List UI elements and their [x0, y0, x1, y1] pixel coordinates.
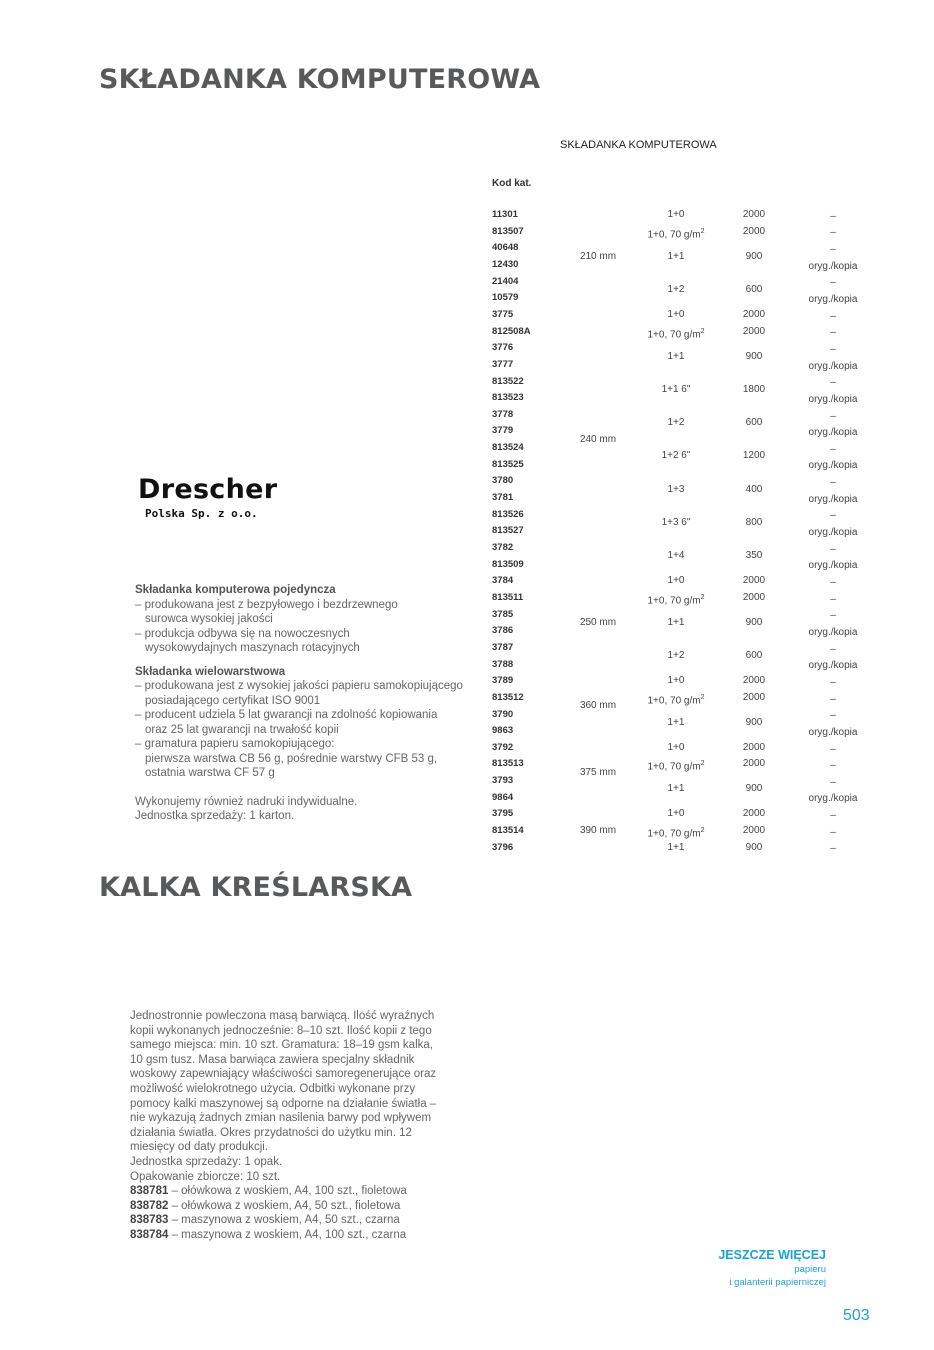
code-cell: 813514 [492, 825, 524, 836]
kalka-text-line: pomocy kalki maszynowej są odporne na działanie światła – [130, 1097, 437, 1110]
code-cell: 21404 [492, 275, 519, 287]
note-cell: oryg./kopia [808, 493, 858, 505]
bullet: – produkowana jest z bezpyłowego i bezdrzewnego [135, 598, 398, 611]
code-cell: 3790 [492, 708, 514, 720]
ply-cell: 1+2 [667, 417, 685, 429]
code-cell: 3787 [492, 641, 514, 653]
table-title: SKŁADANKA KOMPUTEROWA [560, 139, 717, 151]
code-cell: 10579 [492, 292, 519, 304]
width-cell: 240 mm [579, 433, 617, 445]
bullet: – produkcja odbywa się na nowoczesnych [135, 627, 350, 640]
bullet-cont: pierwsza warstwa CB 56 g, pośrednie warstwy CFB 53 g, [145, 752, 438, 765]
qty-cell: 2000 [742, 691, 766, 703]
note-cell: – [830, 277, 836, 289]
table-header-code: Kod kat. [492, 178, 532, 189]
qty-cell: 400 [745, 483, 763, 495]
qty-cell: 900 [745, 250, 763, 262]
note-sales-unit: Jednostka sprzedaży: 1 karton. [135, 810, 295, 822]
code-cell: 813512 [492, 691, 524, 703]
logo-subtitle: Polska Sp. z o.o. [145, 507, 258, 520]
note-cell: – [830, 543, 836, 555]
ply-cell: 1+0 [667, 741, 685, 753]
code-cell: 813523 [492, 392, 524, 404]
kalka-product: 838783 – maszynowa z woskiem, A4, 50 szt., czarna [130, 1214, 400, 1227]
note-cell: – [830, 227, 836, 239]
bullet-cont: oraz 25 lat gwarancji na trwałość kopii [145, 723, 339, 736]
page-title: SKŁADANKA KOMPUTEROWA [99, 64, 541, 95]
code-cell: 813524 [492, 442, 524, 454]
note-cell: – [830, 410, 836, 422]
kalka-text-line: działania światła. Okres przydatności do użytku min. 12 [130, 1126, 412, 1139]
ply-cell: 1+1 [667, 350, 685, 362]
note-cell: – [830, 477, 836, 489]
code-cell: 813527 [492, 525, 524, 537]
ply-cell: 1+1 [667, 250, 685, 262]
ply-cell: 1+2 6" [661, 450, 691, 462]
note-cell: – [830, 843, 836, 855]
ply-cell: 1+0 [667, 675, 685, 687]
code-cell: 9864 [492, 791, 514, 803]
note-cell: oryg./kopia [808, 293, 858, 305]
qty-cell: 900 [745, 841, 763, 853]
note-cell: oryg./kopia [808, 393, 858, 405]
kalka-product: 838782 – ołówkowa z woskiem, A4, 50 szt., fioletowa [130, 1199, 401, 1212]
kalka-text-line: nie wykazują żadnych zmian nasilenia barwy pod wpływem [130, 1112, 432, 1125]
qty-cell: 350 [745, 550, 763, 562]
code-cell: 3784 [492, 575, 514, 587]
bullet: – producent udziela 5 lat gwarancji na zdolność kopiowania [135, 709, 438, 721]
code-cell: 3782 [492, 542, 514, 553]
qty-cell: 600 [745, 283, 763, 295]
note-cell: – [830, 377, 836, 389]
qty-cell: 800 [745, 517, 763, 528]
note-cell: – [830, 826, 836, 838]
code-cell: 3789 [492, 675, 514, 687]
qty-cell: 600 [745, 650, 763, 662]
note-cell: oryg./kopia [808, 793, 858, 805]
ply-cell: 1+3 [667, 483, 685, 495]
kalka-text-line: Jednostronnie powleczona masą barwiącą. Ilość wyraźnych [130, 1010, 435, 1022]
ply-cell: 1+0, 70 $g/m^2$ [647, 760, 705, 773]
more-link-title[interactable]: JESZCZE WIĘCEJ [718, 1248, 826, 1262]
ply-cell: 1+4 [667, 550, 685, 562]
ply-cell: 1+1 [667, 841, 685, 853]
code-cell: 3785 [492, 608, 514, 620]
note-cell: oryg./kopia [808, 260, 858, 272]
qty-cell: 2000 [742, 209, 766, 220]
note-cell: oryg./kopia [808, 527, 858, 538]
subheading-single: Składanka komputerowa pojedyncza [135, 584, 336, 596]
qty-cell: 2000 [742, 825, 766, 836]
code-cell: 3778 [492, 408, 514, 420]
note-cell: – [830, 676, 836, 688]
product-description [135, 583, 475, 824]
code-cell: 813526 [492, 508, 524, 520]
note-cell: oryg./kopia [808, 726, 858, 738]
note-cell: – [830, 810, 836, 822]
ply-cell: 1+2 [667, 283, 685, 295]
page-number: 503 [843, 1307, 870, 1324]
qty-cell: 2000 [742, 308, 766, 320]
code-cell: 11301 [492, 209, 518, 220]
ply-cell: 1+1 6" [661, 383, 691, 395]
qty-cell: 900 [745, 350, 763, 362]
code-cell: 3776 [492, 342, 514, 354]
qty-cell: 2000 [742, 575, 766, 587]
code-cell: 813511 [492, 592, 524, 603]
code-cell: 3796 [492, 841, 514, 853]
bullet-cont: ostatnia warstwa CF 57 g [145, 767, 275, 779]
qty-cell: 900 [745, 716, 763, 728]
bullet: – produkowana jest z wysokiej jakości papieru samokopiującego [135, 680, 463, 692]
note-cell: oryg./kopia [808, 626, 858, 638]
kalka-product: 838781 – ołówkowa z woskiem, A4, 100 szt., fioletowa [130, 1185, 407, 1198]
code-cell: 3780 [492, 475, 514, 487]
kalka-text-line: miesięcy od daty produkcji. [130, 1141, 269, 1154]
more-link-line1: papieru [794, 1264, 826, 1275]
code-cell: 12430 [492, 258, 519, 270]
qty-cell: 2000 [742, 225, 766, 237]
qty-cell: 2000 [742, 808, 766, 820]
bullet-cont: surowca wysokiej jakości [145, 613, 273, 625]
code-cell: 3779 [492, 425, 514, 437]
note-cell: – [830, 327, 836, 339]
ply-cell: 1+0, 70 $g/m^2$ [647, 594, 705, 607]
note-cell: oryg./kopia [808, 427, 858, 439]
ply-cell: 1+3 6" [661, 517, 691, 528]
code-cell: 3795 [492, 808, 514, 820]
code-cell: 3792 [492, 741, 514, 753]
drescher-logo: Drescher [138, 474, 278, 505]
note-cell: oryg./kopia [808, 460, 858, 472]
code-cell: 3781 [492, 492, 514, 503]
ply-cell: 1+0 [667, 575, 685, 587]
kalka-text-line: możliwość wielokrotnego użycia. Odbitki wykonane przy [130, 1082, 416, 1095]
code-cell: 813525 [492, 458, 524, 470]
ply-cell: 1+0 [667, 808, 685, 820]
kalka-text-line: samego miejsca: min. 10 szt. Gramatura: 18–19 gsm kalka, [130, 1039, 433, 1052]
code-cell: 813509 [492, 558, 524, 570]
width-cell: 210 mm [579, 250, 617, 262]
qty-cell: 2000 [742, 675, 766, 687]
width-cell: 250 mm [579, 616, 617, 628]
width-cell: 360 mm [579, 700, 617, 712]
code-cell: 813522 [492, 375, 524, 387]
code-cell: 813513 [492, 758, 524, 770]
qty-cell: 1800 [742, 383, 766, 395]
width-cell: 375 mm [579, 766, 617, 778]
code-cell: 3793 [492, 775, 514, 787]
ply-cell: 1+0, 70 $g/m^2$ [647, 827, 705, 840]
note-cell: – [830, 577, 836, 588]
ply-cell: 1+2 [667, 650, 685, 662]
qty-cell: 600 [745, 417, 763, 429]
kalka-text-line: Opakowanie zbiorcze: 10 szt. [130, 1170, 281, 1183]
note-cell: – [830, 610, 836, 622]
bullet: – gramatura papieru samokopiującego: [135, 738, 335, 750]
kalka-text-line: 10 gsm tusz. Masa barwiąca zawiera specjalny składnik [130, 1053, 415, 1066]
qty-cell: 2000 [742, 592, 766, 603]
subheading-multi: Składanka wielowarstwowa [135, 665, 286, 678]
note-cell: oryg./kopia [808, 360, 858, 372]
note-cell: – [830, 760, 836, 772]
code-cell: 3786 [492, 625, 514, 637]
qty-cell: 900 [745, 616, 763, 628]
note-cell: – [830, 343, 836, 355]
ply-cell: 1+1 [667, 716, 685, 728]
note-cell: – [830, 210, 836, 222]
ply-cell: 1+1 [667, 783, 685, 795]
ply-cell: 1+0 [667, 308, 685, 320]
more-link-line2: i galanterii papierniczej [729, 1277, 826, 1288]
note-cell: – [830, 510, 836, 522]
note-cell: oryg./kopia [808, 560, 858, 572]
note-cell: – [830, 693, 836, 705]
qty-cell: 2000 [742, 758, 766, 770]
note-cell: – [830, 776, 836, 788]
code-cell: 3788 [492, 658, 514, 670]
ply-cell: 1+0, 70 $g/m^2$ [647, 227, 705, 241]
qty-cell: 2000 [742, 325, 766, 337]
code-cell: 812508A [492, 325, 531, 337]
code-cell: 3777 [492, 358, 514, 370]
ply-cell: 1+0 [667, 209, 685, 220]
note-cell: – [830, 443, 836, 455]
code-cell: 813507 [492, 225, 524, 237]
bullet-cont: wysokowydajnych maszynach rotacyjnych [145, 642, 360, 654]
width-cell: 390 mm [579, 825, 617, 836]
section-title-kalka: KALKA KREŚLARSKA [99, 872, 413, 903]
kalka-text-line: kopii wykonanych jednocześnie: 8–10 szt. Ilość kopii z tego [130, 1024, 432, 1037]
code-cell: 40648 [492, 242, 519, 254]
qty-cell: 2000 [742, 741, 766, 753]
code-cell: 9863 [492, 725, 514, 737]
ply-cell: 1+0, 70 $g/m^2$ [647, 327, 705, 340]
note-cell: – [830, 710, 836, 722]
note-cell: – [830, 310, 836, 322]
kalka-product: 838784 – maszynowa z woskiem, A4, 100 szt., czarna [130, 1228, 407, 1241]
ply-cell: 1+0, 70 $g/m^2$ [647, 693, 705, 707]
kalka-text-line: Jednostka sprzedaży: 1 opak. [130, 1155, 283, 1168]
note-cell: oryg./kopia [808, 660, 858, 672]
bullet-cont: posiadającego certyfikat ISO 9001 [145, 694, 321, 707]
qty-cell: 900 [745, 783, 763, 795]
ply-cell: 1+1 [667, 616, 685, 628]
note-cell: – [830, 244, 836, 255]
kalka-description [130, 1009, 440, 1243]
note-cell: – [830, 743, 836, 755]
note-custom-print: Wykonujemy również nadruki indywidualne. [135, 795, 358, 808]
note-cell: – [830, 643, 836, 655]
qty-cell: 1200 [742, 450, 766, 462]
kalka-text-line: woskowy zapewniający właściwości samoregenerujące oraz [130, 1068, 437, 1081]
note-cell: – [830, 593, 836, 605]
code-cell: 3775 [492, 308, 514, 320]
